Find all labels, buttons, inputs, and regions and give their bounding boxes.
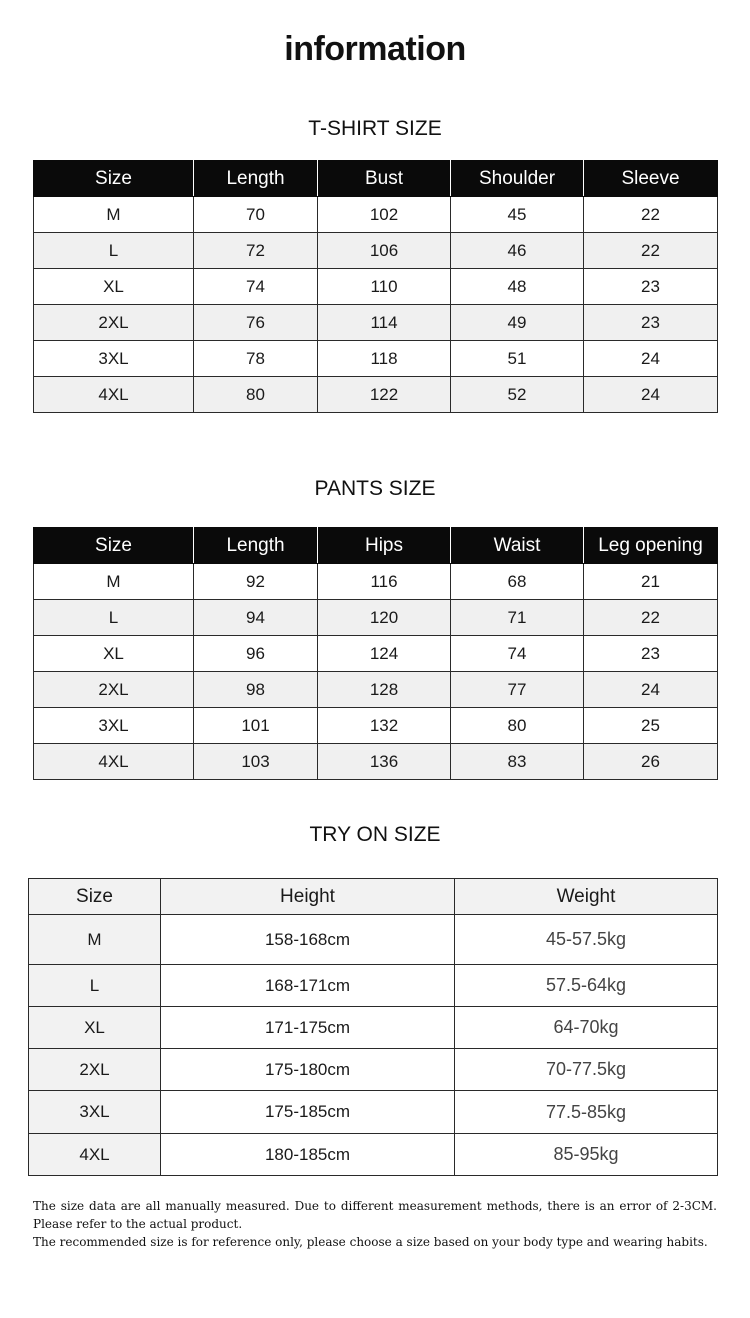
header-cell: Size <box>34 161 194 197</box>
table-cell: 77.5-85kg <box>455 1091 718 1134</box>
table-cell: 132 <box>318 708 451 744</box>
table-cell: 45 <box>451 197 584 233</box>
table-cell: 46 <box>451 233 584 269</box>
table-cell: 102 <box>318 197 451 233</box>
table-cell: 136 <box>318 744 451 780</box>
table-cell: 128 <box>318 672 451 708</box>
table-row <box>34 672 718 708</box>
table-row <box>34 708 718 744</box>
table-cell: 48 <box>451 269 584 305</box>
header-cell: Length <box>194 528 318 564</box>
table-cell: 3XL <box>34 341 194 377</box>
table-cell: 49 <box>451 305 584 341</box>
table-cell: 92 <box>194 564 318 600</box>
table-cell: L <box>29 965 161 1007</box>
table-cell: 101 <box>194 708 318 744</box>
table-cell: 80 <box>194 377 318 413</box>
table-cell: 23 <box>584 305 718 341</box>
table-cell: 78 <box>194 341 318 377</box>
header-cell: Bust <box>318 161 451 197</box>
header-cell: Hips <box>318 528 451 564</box>
table-cell: 2XL <box>29 1049 161 1091</box>
tryon-section-title: TRY ON SIZE <box>309 823 441 846</box>
table-cell: 80 <box>451 708 584 744</box>
table-cell: 180-185cm <box>161 1134 455 1176</box>
table-cell: 23 <box>584 636 718 672</box>
table-cell: 3XL <box>34 708 194 744</box>
table-cell: L <box>34 600 194 636</box>
table-cell: XL <box>34 269 194 305</box>
tshirt-section-title: T-SHIRT SIZE <box>308 117 442 140</box>
table-cell: 22 <box>584 233 718 269</box>
table-cell: 94 <box>194 600 318 636</box>
table-cell: 103 <box>194 744 318 780</box>
table-cell: 2XL <box>34 305 194 341</box>
table-cell: 70-77.5kg <box>455 1049 718 1091</box>
table-cell: 3XL <box>29 1091 161 1134</box>
header-cell: Weight <box>455 879 718 915</box>
table-cell: 110 <box>318 269 451 305</box>
table-cell: 118 <box>318 341 451 377</box>
table-row <box>29 1134 718 1176</box>
table-cell: 21 <box>584 564 718 600</box>
table-row <box>34 197 718 233</box>
table-cell: 51 <box>451 341 584 377</box>
header-cell: Height <box>161 879 455 915</box>
pants-size-table <box>33 527 718 780</box>
table-cell: 68 <box>451 564 584 600</box>
note-recommendation: The recommended size is for reference only, please choose a size based on your body type and wearing habits. <box>33 1235 708 1249</box>
table-cell: 4XL <box>34 744 194 780</box>
tryon-size-table <box>28 878 718 1176</box>
table-cell: 175-180cm <box>161 1049 455 1091</box>
table-cell: 85-95kg <box>455 1134 718 1176</box>
table-cell: 57.5-64kg <box>455 965 718 1007</box>
table-cell: 71 <box>451 600 584 636</box>
header-cell: Shoulder <box>451 161 584 197</box>
table-cell: 26 <box>584 744 718 780</box>
table-row <box>34 269 718 305</box>
page-title: information <box>284 30 466 68</box>
header-cell: Waist <box>451 528 584 564</box>
table-row <box>29 1007 718 1049</box>
table-row <box>34 564 718 600</box>
table-cell: 45-57.5kg <box>455 915 718 965</box>
table-row <box>34 636 718 672</box>
table-cell: 171-175cm <box>161 1007 455 1049</box>
header-cell: Size <box>29 879 161 915</box>
table-row <box>29 1049 718 1091</box>
table-cell: 76 <box>194 305 318 341</box>
table-cell: 98 <box>194 672 318 708</box>
table-row <box>29 1091 718 1134</box>
header-cell: Length <box>194 161 318 197</box>
table-cell: 120 <box>318 600 451 636</box>
table-cell: 70 <box>194 197 318 233</box>
tshirt-size-table <box>33 160 718 413</box>
table-cell: 158-168cm <box>161 915 455 965</box>
table-cell: 24 <box>584 672 718 708</box>
header-cell: Sleeve <box>584 161 718 197</box>
table-row <box>34 305 718 341</box>
size-notes <box>33 1197 717 1251</box>
table-cell: 116 <box>318 564 451 600</box>
table-cell: L <box>34 233 194 269</box>
table-row <box>34 341 718 377</box>
table-cell: 22 <box>584 600 718 636</box>
table-cell: 2XL <box>34 672 194 708</box>
table-cell: XL <box>34 636 194 672</box>
table-cell: 24 <box>584 341 718 377</box>
table-cell: M <box>29 915 161 965</box>
header-cell: Size <box>34 528 194 564</box>
table-row <box>29 915 718 965</box>
table-row <box>29 965 718 1007</box>
table-cell: 74 <box>194 269 318 305</box>
table-cell: 114 <box>318 305 451 341</box>
table-cell: 22 <box>584 197 718 233</box>
table-cell: XL <box>29 1007 161 1049</box>
table-cell: 4XL <box>29 1134 161 1176</box>
table-row <box>34 377 718 413</box>
table-cell: M <box>34 564 194 600</box>
header-cell: Leg opening <box>584 528 718 564</box>
table-cell: 106 <box>318 233 451 269</box>
pants-section-title: PANTS SIZE <box>314 477 436 500</box>
table-cell: 77 <box>451 672 584 708</box>
table-header-row <box>34 528 718 564</box>
table-cell: 74 <box>451 636 584 672</box>
table-cell: 175-185cm <box>161 1091 455 1134</box>
table-cell: 64-70kg <box>455 1007 718 1049</box>
table-cell: 23 <box>584 269 718 305</box>
table-cell: 96 <box>194 636 318 672</box>
table-cell: 72 <box>194 233 318 269</box>
table-cell: 4XL <box>34 377 194 413</box>
table-header-row <box>29 879 718 915</box>
table-cell: 122 <box>318 377 451 413</box>
table-row <box>34 744 718 780</box>
table-header-row <box>34 161 718 197</box>
table-cell: 83 <box>451 744 584 780</box>
table-cell: 24 <box>584 377 718 413</box>
table-cell: 168-171cm <box>161 965 455 1007</box>
table-cell: 25 <box>584 708 718 744</box>
table-row <box>34 600 718 636</box>
table-row <box>34 233 718 269</box>
table-cell: 52 <box>451 377 584 413</box>
table-cell: M <box>34 197 194 233</box>
table-cell: 124 <box>318 636 451 672</box>
note-measurement: The size data are all manually measured. Due to different measurement methods, there is an error of 2-3CM. Please refer to the actual product. <box>33 1199 717 1231</box>
